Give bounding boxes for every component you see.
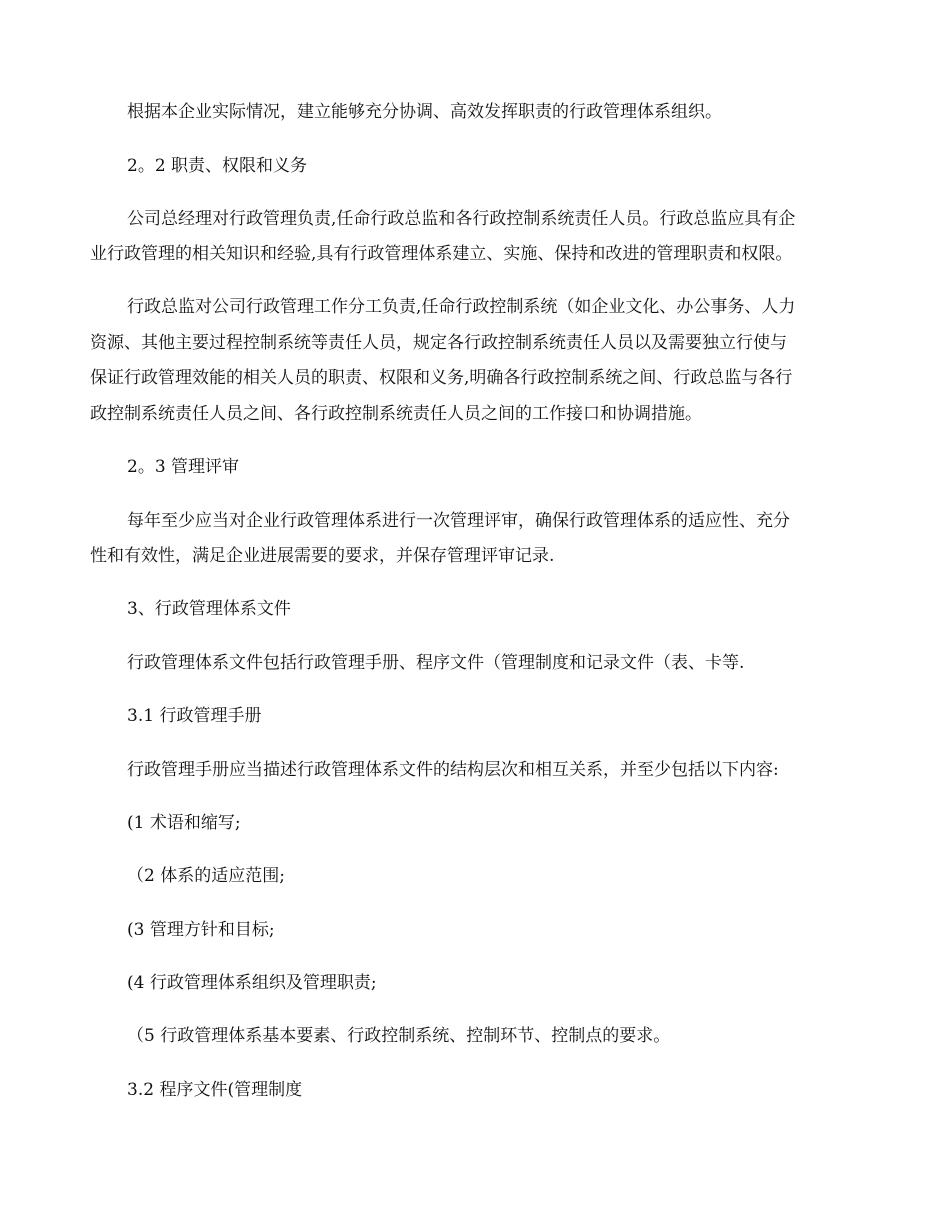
heading-3-2: 3.2 程序文件(管理制度 [127,1080,303,1100]
list-item-2: （2 体系的适应范围; [127,866,285,886]
heading-2-3: 2。3 管理评审 [127,457,240,477]
paragraph-director-line-1: 行政总监对公司行政管理工作分工负责,任命行政控制系统（如企业文化、办公事务、人力 [127,297,796,317]
paragraph-gm-line-1: 公司总经理对行政管理负责,任命行政总监和各行政控制系统责任人员。行政总监应具有企 [127,209,796,229]
list-item-5: （5 行政管理体系基本要素、行政控制系统、控制环节、控制点的要求。 [127,1026,671,1046]
paragraph-director-line-3: 保证行政管理效能的相关人员的职责、权限和义务,明确各行政控制系统之间、行政总监与各行 [90,368,793,388]
paragraph-review-line-2: 性和有效性，满足企业进展需要的要求，并保存管理评审记录. [90,546,555,566]
list-item-1: (1 术语和缩写; [127,813,241,833]
paragraph-organization: 根据本企业实际情况，建立能够充分协调、高效发挥职责的行政管理体系组织。 [127,102,722,122]
heading-3-1: 3.1 行政管理手册 [127,706,262,726]
paragraph-director-line-2: 资源、其他主要过程控制系统等责任人员，规定各行政控制系统责任人员以及需要独立行使与 [90,333,787,353]
paragraph-manual: 行政管理手册应当描述行政管理体系文件的结构层次和相互关系，并至少包括以下内容: [127,760,779,780]
heading-2-2: 2。2 职责、权限和义务 [127,156,308,176]
list-item-4: (4 行政管理体系组织及管理职责; [127,973,377,993]
heading-3: 3、行政管理体系文件 [127,599,291,619]
list-item-3: (3 管理方针和目标; [127,920,275,940]
paragraph-director-line-4: 政控制系统责任人员之间、各行政控制系统责任人员之间的工作接口和协调措施。 [90,404,702,424]
paragraph-gm-line-2: 业行政管理的相关知识和经验,具有行政管理体系建立、实施、保持和改进的管理职责和权限。 [90,244,793,264]
paragraph-system-files: 行政管理体系文件包括行政管理手册、程序文件（管理制度和记录文件（表、卡等. [127,653,745,673]
paragraph-review-line-1: 每年至少应当对企业行政管理体系进行一次管理评审，确保行政管理体系的适应性、充分 [127,511,790,531]
